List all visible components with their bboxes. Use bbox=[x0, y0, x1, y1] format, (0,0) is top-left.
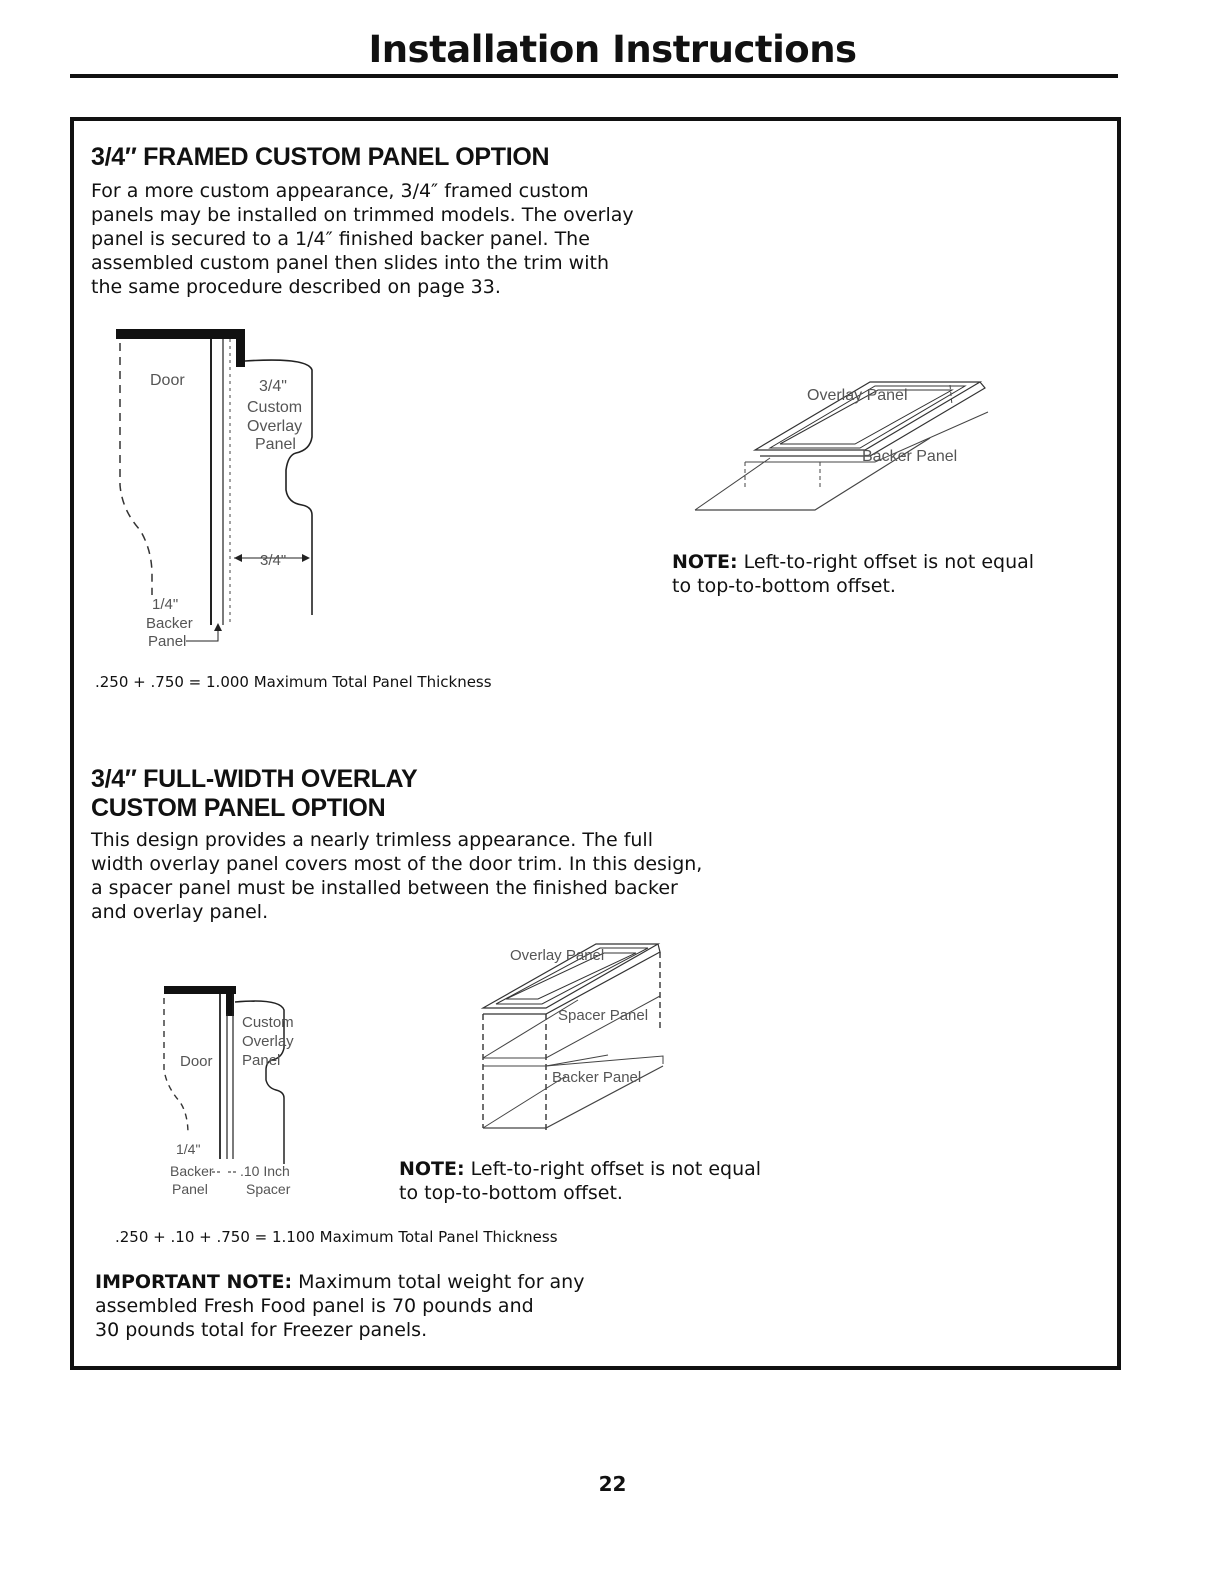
framed-panel-perspective-diagram bbox=[690, 370, 1000, 530]
label-overlay-l3: Panel bbox=[255, 436, 296, 453]
important-note bbox=[95, 1270, 584, 1342]
label-door: Door bbox=[150, 372, 185, 389]
label-backer-panel: Backer Panel bbox=[552, 1069, 642, 1086]
label-panel: Panel bbox=[242, 1052, 281, 1069]
section2-formula: .250 + .10 + .750 = 1.100 Maximum Total Panel Thickness bbox=[115, 1228, 558, 1246]
label-backer-size: 1/4" bbox=[176, 1141, 201, 1157]
page-number: 22 bbox=[598, 1472, 627, 1496]
section1-line: the same procedure described on page 33. bbox=[91, 276, 501, 298]
label-door: Door bbox=[180, 1053, 213, 1070]
note-label: NOTE: bbox=[399, 1158, 465, 1180]
label-overlay-panel: Overlay Panel bbox=[807, 387, 908, 404]
section1-note bbox=[672, 550, 1034, 598]
section2-line: and overlay panel. bbox=[91, 901, 269, 923]
label-overlay-size: 3/4" bbox=[259, 378, 287, 395]
note-label: NOTE: bbox=[672, 551, 738, 573]
note-text: Left-to-right offset is not equal bbox=[737, 551, 1035, 573]
section1-line: panels may be installed on trimmed models. The overlay bbox=[91, 204, 634, 226]
title-rule bbox=[70, 74, 1118, 78]
label-dimension: 3/4" bbox=[260, 552, 287, 569]
label-spacer-l1: .10 Inch bbox=[240, 1163, 290, 1179]
section1-line: panel is secured to a 1/4″ finished backer panel. The bbox=[91, 228, 590, 250]
section1-line: assembled custom panel then slides into the trim with bbox=[91, 252, 609, 274]
section2-paragraph bbox=[91, 828, 702, 924]
label-backer-l1: Backer bbox=[146, 615, 193, 632]
section1-line: For a more custom appearance, 3/4″ framed custom bbox=[91, 180, 589, 202]
label-backer-l2: Panel bbox=[148, 633, 187, 650]
section1-heading: 3/4″ FRAMED CUSTOM PANEL OPTION bbox=[91, 143, 550, 171]
page-title: Installation Instructions bbox=[368, 28, 857, 71]
framed-panel-cross-section-diagram bbox=[110, 325, 340, 655]
important-text: Maximum total weight for any bbox=[292, 1271, 585, 1293]
note-text: to top-to-bottom offset. bbox=[672, 575, 896, 597]
section2-heading-line1: 3/4″ FULL-WIDTH OVERLAY bbox=[91, 765, 418, 793]
label-overlay-panel: Overlay Panel bbox=[510, 947, 605, 964]
section2-line: a spacer panel must be installed between the finished backer bbox=[91, 877, 678, 899]
label-overlay: Overlay bbox=[242, 1033, 294, 1050]
full-width-perspective-diagram bbox=[478, 938, 678, 1143]
label-backer-panel: Backer Panel bbox=[862, 448, 958, 465]
section2-line: This design provides a nearly trimless appearance. The full bbox=[91, 829, 653, 851]
section2-heading-line2: CUSTOM PANEL OPTION bbox=[91, 794, 386, 822]
label-backer-l2: Panel bbox=[172, 1181, 208, 1197]
important-text: 30 pounds total for Freezer panels. bbox=[95, 1319, 428, 1341]
important-label: IMPORTANT NOTE: bbox=[95, 1271, 293, 1293]
label-backer-size: 1/4" bbox=[152, 596, 179, 613]
section1-formula: .250 + .750 = 1.000 Maximum Total Panel Thickness bbox=[95, 673, 492, 691]
section2-note bbox=[399, 1157, 761, 1205]
note-text: Left-to-right offset is not equal bbox=[464, 1158, 762, 1180]
important-text: assembled Fresh Food panel is 70 pounds and bbox=[95, 1295, 534, 1317]
label-overlay-l2: Overlay bbox=[247, 418, 303, 435]
label-custom: Custom bbox=[242, 1014, 294, 1031]
full-width-cross-section-diagram bbox=[160, 984, 310, 1199]
label-spacer-panel: Spacer Panel bbox=[558, 1007, 649, 1024]
label-overlay-l1: Custom bbox=[247, 399, 303, 416]
note-text: to top-to-bottom offset. bbox=[399, 1182, 623, 1204]
label-spacer-l2: Spacer bbox=[246, 1181, 291, 1197]
label-backer-l1: Backer bbox=[170, 1163, 214, 1179]
section1-paragraph bbox=[91, 179, 634, 299]
section2-line: width overlay panel covers most of the door trim. In this design, bbox=[91, 853, 703, 875]
